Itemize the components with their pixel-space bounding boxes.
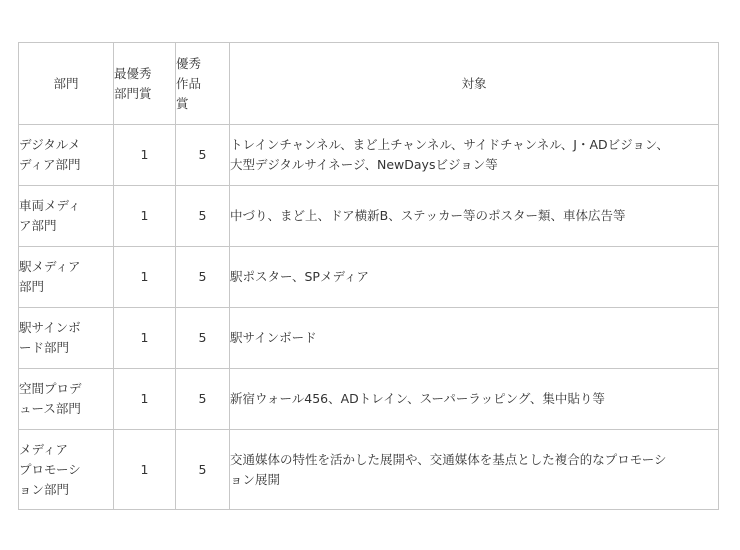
- best-award-count: 1: [114, 125, 176, 186]
- works-award-count: 5: [176, 247, 230, 308]
- works-award-count: 5: [176, 430, 230, 510]
- header-row: [19, 43, 719, 125]
- header-best-award: 最優秀 部門賞: [114, 43, 176, 125]
- table-row: [19, 247, 719, 308]
- header-works-award: 優秀 作品 賞: [176, 43, 230, 125]
- best-award-count: 1: [114, 430, 176, 510]
- department-cell: 駅メディア 部門: [19, 247, 114, 308]
- best-award-count: 1: [114, 308, 176, 369]
- works-award-count: 5: [176, 186, 230, 247]
- works-award-count: 5: [176, 369, 230, 430]
- best-award-count: 1: [114, 369, 176, 430]
- best-award-count: 1: [114, 247, 176, 308]
- table-row: [19, 369, 719, 430]
- table-row: [19, 430, 719, 510]
- works-award-count: 5: [176, 125, 230, 186]
- table-row: [19, 125, 719, 186]
- target-cell: 駅サインボード: [230, 308, 719, 369]
- department-cell: 空間プロデ ュース部門: [19, 369, 114, 430]
- target-cell: 駅ポスター、SPメディア: [230, 247, 719, 308]
- department-cell: 車両メディ ア部門: [19, 186, 114, 247]
- table-row: [19, 186, 719, 247]
- table-body: [19, 125, 719, 510]
- target-cell: トレインチャンネル、まど上チャンネル、サイドチャンネル、J・ADビジョン、 大型デジタルサイネージ、NewDaysビジョン等: [230, 125, 719, 186]
- target-cell: 中づり、まど上、ドア横新B、ステッカー等のポスター類、車体広告等: [230, 186, 719, 247]
- department-cell: デジタルメ ディア部門: [19, 125, 114, 186]
- table-header: [19, 43, 719, 125]
- works-award-count: 5: [176, 308, 230, 369]
- target-cell: 交通媒体の特性を活かした展開や、交通媒体を基点とした複合的なプロモーシ ョン展開: [230, 430, 719, 510]
- header-department: 部門: [19, 43, 114, 125]
- award-categories-table: [18, 42, 719, 510]
- department-cell: 駅サインボ ード部門: [19, 308, 114, 369]
- best-award-count: 1: [114, 186, 176, 247]
- target-cell: 新宿ウォール456、ADトレイン、スーパーラッピング、集中貼り等: [230, 369, 719, 430]
- department-cell: メディア プロモーシ ョン部門: [19, 430, 114, 510]
- header-target: 対象: [230, 43, 719, 125]
- table-row: [19, 308, 719, 369]
